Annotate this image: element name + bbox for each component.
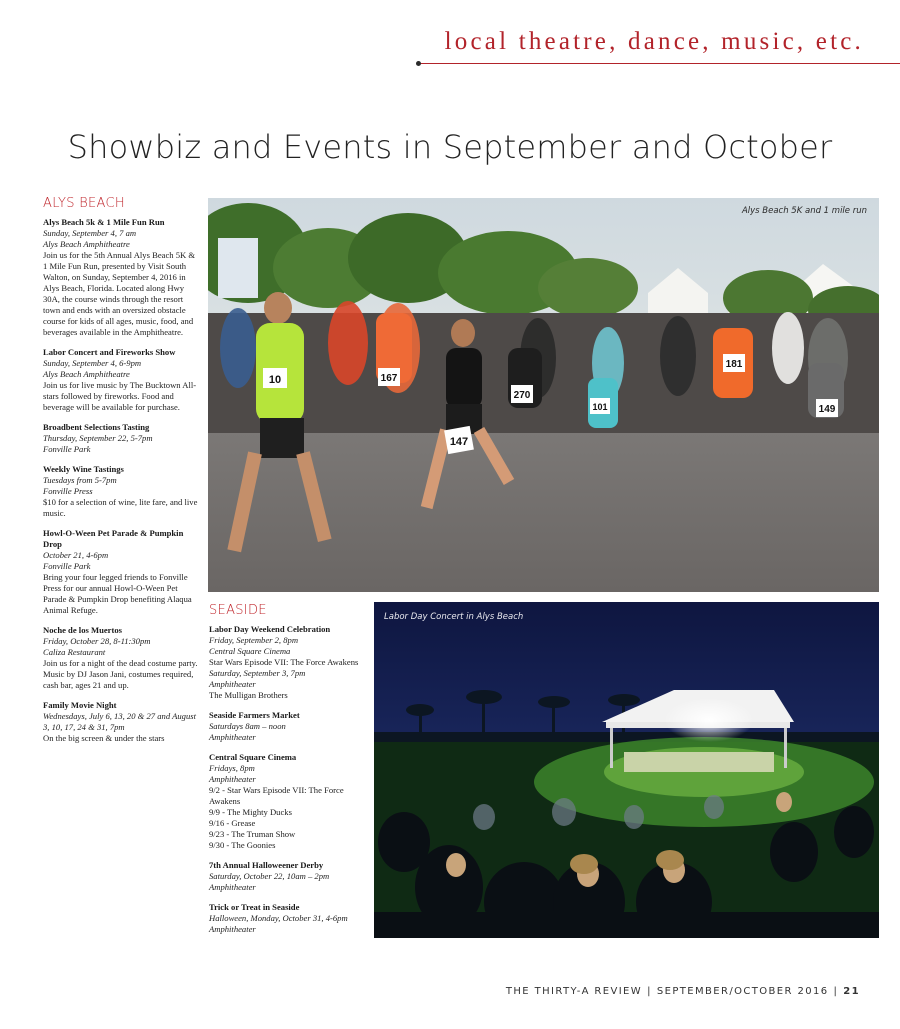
event-detail: Amphitheater <box>209 882 256 892</box>
event-detail: 9/16 - Grease <box>209 818 256 828</box>
bib-number: 270 <box>513 390 531 401</box>
concert-image <box>374 602 879 938</box>
event-title: Seaside Farmers Market <box>209 710 300 720</box>
event-detail: Sunday, September 4, 7 am <box>43 228 137 238</box>
event-detail: 9/30 - The Goonies <box>209 840 276 850</box>
alys-beach-column <box>43 196 201 753</box>
event-item <box>43 464 201 519</box>
event-detail: Thursday, September 22, 5-7pm <box>43 433 153 443</box>
event-detail: Star Wars Episode VII: The Force Awakens <box>209 657 359 667</box>
event-detail: Fonville Park <box>43 561 91 571</box>
event-detail: Alys Beach Amphitheatre <box>43 239 130 249</box>
bib-number: 181 <box>725 359 743 370</box>
event-item <box>43 422 201 455</box>
event-description: Join us for a night of the dead costume party. Music by DJ Jason Jani, costumes required, cash bar, ages 21 and up. <box>43 658 198 690</box>
page-footer <box>506 986 860 997</box>
concert-photo <box>374 602 879 938</box>
event-item <box>43 217 201 338</box>
footer-issue: SEPTEMBER/OCTOBER 2016 <box>656 986 829 997</box>
event-detail: 9/9 - The Mighty Ducks <box>209 807 292 817</box>
fun-run-caption: Alys Beach 5K and 1 mile run <box>741 206 867 216</box>
event-detail: Saturday, October 22, 10am – 2pm <box>209 871 330 881</box>
bib-number: 10 <box>268 374 282 386</box>
alys-beach-event-list <box>43 217 201 744</box>
event-item <box>43 347 201 413</box>
event-detail: 9/23 - The Truman Show <box>209 829 296 839</box>
event-title: Labor Concert and Fireworks Show <box>43 347 176 357</box>
event-detail: Friday, October 28, 8-11:30pm <box>43 636 151 646</box>
fun-run-photo <box>208 198 879 592</box>
event-title: Howl-O-Ween Pet Parade & Pumpkin Drop <box>43 528 184 549</box>
event-item <box>209 860 367 893</box>
footer-publication: THE THIRTY-A REVIEW <box>505 986 643 997</box>
event-detail: Halloween, Monday, October 31, 4-6pm <box>209 913 348 923</box>
event-detail: Wednesdays, July 6, 13, 20 & 27 and August 3, 10, 17, 24 & 31, 7pm <box>43 711 197 732</box>
event-detail: Friday, September 2, 8pm <box>209 635 299 645</box>
event-title: Labor Day Weekend Celebration <box>209 624 331 634</box>
event-description: Bring your four legged friends to Fonville Press for our annual Howl-O-Ween Pet Parade & Pumpkin Drop benefiting Alaqua Animal Refuge. <box>43 572 192 615</box>
event-title: Broadbent Selections Tasting <box>43 422 150 432</box>
event-item <box>209 902 367 935</box>
page-number: 21 <box>843 986 860 997</box>
event-detail: Sunday, September 4, 6-9pm <box>43 358 142 368</box>
footer-divider: | <box>647 986 652 997</box>
event-detail: Amphitheater <box>209 774 256 784</box>
bib-number: 101 <box>592 402 608 412</box>
event-item <box>209 752 367 851</box>
event-title: Central Square Cinema <box>209 752 297 762</box>
fun-run-image <box>208 198 879 592</box>
event-detail: The Mulligan Brothers <box>209 690 288 700</box>
event-title: Trick or Treat in Seaside <box>209 902 300 912</box>
event-detail: Amphitheater <box>209 924 256 934</box>
event-item <box>209 710 367 743</box>
event-detail: Fridays, 8pm <box>209 763 255 773</box>
event-title: Family Movie Night <box>43 700 117 710</box>
header-rule <box>418 63 900 64</box>
footer-divider: | <box>833 986 839 997</box>
bib-number: 167 <box>380 373 398 384</box>
event-item <box>209 624 367 701</box>
page-title: Showbiz and Events in September and October <box>67 128 833 166</box>
bib-number: 147 <box>449 436 469 448</box>
event-title: Noche de los Muertos <box>43 625 123 635</box>
bib-number: 149 <box>818 404 836 415</box>
event-title: Alys Beach 5k & 1 Mile Fun Run <box>43 217 165 227</box>
event-item <box>43 700 201 744</box>
section-tagline: local theatre, dance, music, etc. <box>444 28 864 55</box>
seaside-heading: SEASIDE <box>209 603 267 618</box>
event-description: On the big screen & under the stars <box>43 733 165 743</box>
event-description: Join us for the 5th Annual Alys Beach 5K & 1 Mile Fun Run, presented by Visit South Walton, on Sunday, September 4, 2016 in Alys Beach, Florida. Located along Hwy 30A, the course winds through the resort town and ends with an oversized obstacle course for kids of all ages, music, food, and beverages available in the Amphitheatre. <box>43 250 196 337</box>
seaside-event-list <box>209 624 367 935</box>
event-detail: Saturday, September 3, 7pm <box>209 668 306 678</box>
event-item <box>43 625 201 691</box>
alys-beach-heading: ALYS BEACH <box>43 196 125 211</box>
seaside-column <box>209 603 367 944</box>
event-detail: Fonville Park <box>43 444 91 454</box>
event-detail: Fonville Press <box>43 486 93 496</box>
event-detail: Saturdays 8am – noon <box>209 721 286 731</box>
event-detail: Caliza Restaurant <box>43 647 106 657</box>
event-detail: October 21, 4-6pm <box>43 550 109 560</box>
concert-caption: Labor Day Concert in Alys Beach <box>384 612 524 622</box>
event-title: Weekly Wine Tastings <box>43 464 124 474</box>
header-rule-dot <box>416 61 421 66</box>
event-title: 7th Annual Halloweener Derby <box>209 860 324 870</box>
event-detail: Alys Beach Amphitheatre <box>43 369 130 379</box>
event-detail: 9/2 - Star Wars Episode VII: The Force Awakens <box>209 785 344 806</box>
event-detail: Amphitheater <box>209 732 256 742</box>
event-detail: Tuesdays from 5-7pm <box>43 475 117 485</box>
event-description: $10 for a selection of wine, lite fare, and live music. <box>43 497 198 518</box>
event-detail: Central Square Cinema <box>209 646 291 656</box>
event-item <box>43 528 201 616</box>
event-description: Join us for live music by The Bucktown All-stars followed by fireworks. Food and beverage will be available for purchase. <box>43 380 197 412</box>
event-detail: Amphitheater <box>209 679 256 689</box>
